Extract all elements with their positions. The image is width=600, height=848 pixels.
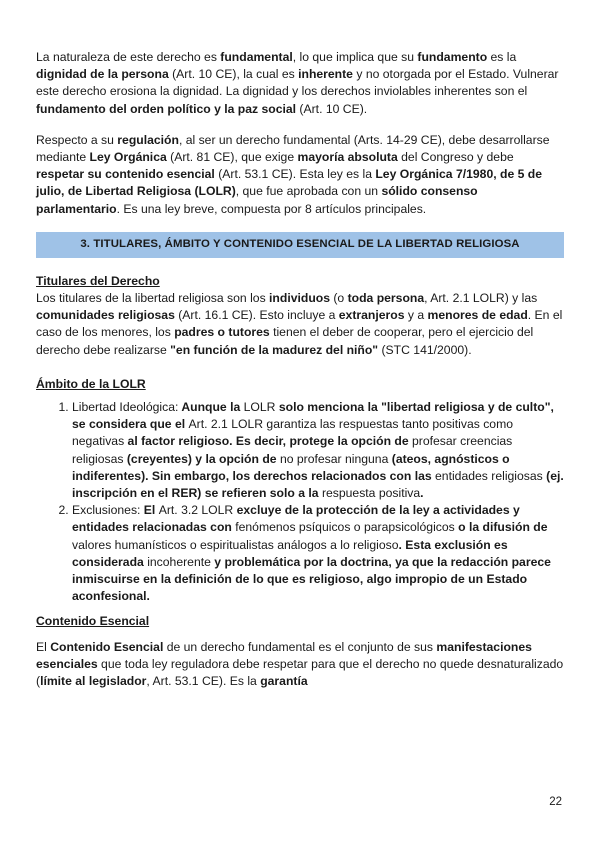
bold-term: "en función de la madurez del niño": [170, 342, 379, 357]
text-run: Libertad Ideológica:: [72, 400, 179, 415]
text-run: , lo que implica que su: [292, 50, 418, 64]
text-run: El: [36, 639, 51, 654]
text-run: y no otorgada por el Estado. Vulnerar este derecho erosiona la dignidad. La dignidad y los derechos inviolables inherentes son el: [36, 67, 559, 99]
ambito-item-exclusiones: [72, 502, 564, 605]
bold-term: respetar su contenido esencial: [36, 167, 215, 182]
bold-term: fundamental: [220, 50, 293, 64]
bold-term: .: [420, 486, 424, 501]
page-number: 22: [549, 796, 562, 808]
text-run: (Art. 81 CE), que exige: [166, 150, 298, 165]
bold-term: y problemática por la doctrina, ya que la redacción parece inmiscuirse en la definición de lo que es religioso, algo impropio de un Estado aconfesional.: [72, 554, 551, 604]
bold-term: regulación: [117, 132, 179, 147]
bold-term: manifestaciones esenciales: [36, 639, 532, 671]
text-run: (Art. 16.1 CE). Esto incluye a: [174, 308, 339, 323]
bold-term: padres o tutores: [174, 325, 270, 340]
contenido-title: Contenido Esencial: [36, 614, 150, 629]
bold-term: dignidad de la persona: [36, 67, 169, 82]
bold-term: individuos: [269, 291, 330, 306]
bold-term: . Esta exclusión es considerada: [72, 537, 508, 569]
text-run: y a: [404, 308, 428, 323]
section-heading: 3. TITULARES, ÁMBITO Y CONTENIDO ESENCIAL DE LA LIBERTAD RELIGIOSA: [36, 232, 564, 258]
titulares-title: Titulares del Derecho: [36, 273, 160, 288]
text-run: , que fue aprobada con un: [235, 184, 382, 199]
text-run: . En el caso de los menores, los: [36, 308, 563, 340]
bold-term: excluye de la protección de la ley a actividades y entidades relacionadas con: [72, 503, 520, 535]
text-run: respuesta positiva: [321, 486, 421, 501]
paragraph-naturaleza: [36, 49, 564, 118]
text-run: (o: [329, 291, 348, 306]
bold-term: o la difusión de: [454, 520, 548, 535]
section-contenido: [36, 613, 564, 690]
section-titulares: [36, 273, 564, 359]
bold-term: extranjeros: [338, 308, 405, 323]
bold-term: Ley Orgánica: [89, 150, 167, 165]
bold-term: (ateos, agnósticos o indiferentes). Sin embargo, los derechos relacionados con las: [72, 451, 510, 483]
bold-term: al factor religioso. Es decir, protege la opción de: [124, 434, 413, 449]
text-run: entidades religiosas: [435, 468, 543, 483]
text-run: del Congreso y debe: [397, 150, 514, 165]
text-run: Art. 3.2 LOLR: [158, 503, 234, 518]
text-run: incoherente: [147, 554, 211, 569]
bold-term: solo menciona la "libertad religiosa y de culto", se considera que el: [72, 400, 554, 432]
bold-term: toda persona: [347, 291, 425, 306]
titulares-text: [36, 290, 564, 359]
text-run: (STC 141/2000).: [378, 342, 472, 357]
text-run: La naturaleza de este derecho es: [36, 50, 221, 64]
bold-term: Contenido Esencial: [50, 639, 164, 654]
bold-term: El: [140, 503, 159, 518]
section-ambito: [36, 376, 564, 606]
text-run: Respecto a su: [36, 132, 118, 147]
text-run: Art. 2.1 LOLR garantiza las respuestas tanto positivas como negativas: [72, 417, 514, 449]
text-run: que toda ley reguladora debe respetar para que el derecho no quede desnaturalizado (: [36, 656, 564, 689]
text-run: valores humanísticos o espiritualistas análogos a lo religioso: [72, 537, 399, 552]
text-run: Exclusiones:: [72, 503, 141, 518]
ambito-item-libertad-ideologica: [72, 399, 564, 502]
contenido-text: [36, 639, 564, 691]
bold-term: fundamento: [417, 50, 488, 64]
bold-term: garantía: [260, 674, 308, 689]
bold-term: Ley Orgánica 7/1980, de 5 de julio, de Libertad Religiosa (LOLR): [36, 167, 543, 199]
text-run: fenómenos psíquicos o parapsicológicos: [235, 520, 455, 535]
text-run: , al ser un derecho fundamental (Arts. 14-29 CE), debe desarrollarse mediante: [36, 132, 550, 165]
bold-term: (ej. inscripción en el RER) se refieren solo a la: [72, 468, 564, 501]
ambito-title: Ámbito de la LOLR: [36, 376, 146, 391]
text-run: profesar creencias religiosas: [72, 434, 513, 466]
bold-term: Aunque la: [178, 400, 244, 415]
bold-term: menores de edad: [427, 308, 528, 323]
text-run: tienen el deber de cooperar, pero el ejercicio del derecho debe realizarse: [36, 325, 534, 357]
bold-term: inherente: [298, 67, 353, 82]
bold-term: fundamento del orden político y la paz social: [36, 101, 297, 116]
text-run: (Art. 53.1 CE). Esta ley es la: [214, 167, 376, 182]
text-run: . Es una ley breve, compuesta por 8 artículos principales.: [116, 201, 427, 216]
text-run: (Art. 10 CE).: [296, 101, 368, 116]
page-content: [36, 49, 564, 690]
text-run: es la: [487, 50, 517, 64]
text-run: LOLR: [243, 400, 276, 415]
paragraph-regulacion: [36, 132, 564, 218]
text-run: no profesar ninguna: [279, 451, 389, 466]
text-run: de un derecho fundamental es el conjunto de sus: [163, 639, 437, 654]
bold-term: mayoría absoluta: [297, 150, 398, 165]
text-run: Los titulares de la libertad religiosa son los: [36, 291, 270, 306]
ambito-list: [36, 399, 564, 605]
text-run: (Art. 10 CE), la cual es: [168, 67, 299, 82]
bold-term: (creyentes) y la opción de: [123, 451, 280, 466]
bold-term: comunidades religiosas: [36, 308, 175, 323]
bold-term: sólido consenso parlamentario: [36, 184, 478, 216]
bold-term: límite al legislador: [40, 674, 147, 689]
text-run: , Art. 53.1 CE). Es la: [146, 674, 261, 689]
text-run: , Art. 2.1 LOLR) y las: [424, 291, 538, 306]
